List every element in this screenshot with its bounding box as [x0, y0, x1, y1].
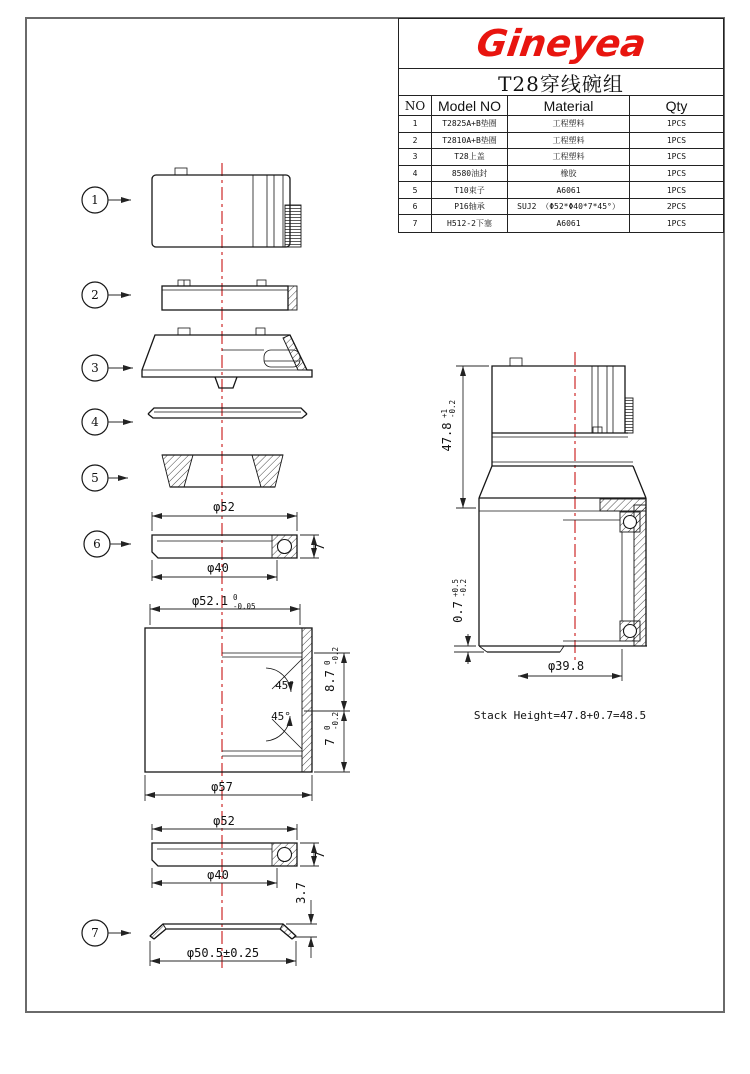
svg-text:5: 5: [91, 471, 99, 485]
cell-model: 8580油封: [432, 166, 508, 183]
svg-text:+0.5: +0.5: [451, 578, 460, 597]
balloon-3: [82, 355, 133, 381]
svg-text:3: 3: [91, 361, 99, 375]
dim-race-height: 3.7: [294, 882, 308, 904]
cell-material: A6061: [508, 182, 630, 199]
product-title: T28穿线碗组: [399, 69, 723, 96]
cell-material: 工程塑料: [508, 116, 630, 133]
part-3-drawing: [142, 328, 312, 388]
cell-model: T2825A+B垫圈: [432, 116, 508, 133]
dim-bearing2-width: 7: [313, 851, 327, 859]
brand-logo-text: Gineyea: [473, 22, 649, 65]
svg-text:1: 1: [91, 193, 99, 207]
svg-text:6: 6: [93, 537, 101, 551]
cell-no: 7: [399, 215, 432, 232]
col-header-material: Material: [508, 96, 630, 116]
svg-text:47.8: 47.8: [440, 422, 454, 452]
svg-text:7: 7: [323, 738, 337, 746]
dim-cup-bore-hi: 0: [233, 593, 238, 602]
cell-qty: 1PCS: [630, 133, 723, 150]
cell-material: A6061: [508, 215, 630, 232]
col-header-qty: Qty: [630, 96, 723, 116]
cell-no: 4: [399, 166, 432, 183]
balloon-5: [82, 465, 128, 491]
cell-material: 工程塑料: [508, 149, 630, 166]
part-6-drawing: [152, 500, 327, 581]
cell-qty: 1PCS: [630, 116, 723, 133]
balloon-4: [82, 409, 133, 435]
cell-no: 2: [399, 133, 432, 150]
part-4-drawing: [148, 408, 307, 418]
cell-qty: 1PCS: [630, 149, 723, 166]
dim-cup-bore-lo: -0.05: [233, 602, 256, 611]
dim-chamfer-lower: 45°: [271, 710, 291, 723]
svg-text:-0.2: -0.2: [459, 578, 468, 597]
part-1-drawing: [152, 168, 301, 247]
cell-material: 橡胶: [508, 166, 630, 183]
cell-material: SUJ2 （Φ52*Φ40*7*45°）: [508, 199, 630, 216]
svg-text:8.7: 8.7: [323, 670, 337, 692]
svg-text:0: 0: [323, 725, 332, 730]
col-header-model: Model NO: [432, 96, 508, 116]
cell-qty: 2PCS: [630, 199, 723, 216]
cell-model: T2810A+B垫圈: [432, 133, 508, 150]
dim-cup-od: φ57: [211, 780, 233, 794]
bearing-lower-drawing: [152, 814, 327, 888]
cell-material: 工程塑料: [508, 133, 630, 150]
part-2-drawing: [162, 280, 297, 310]
svg-text:0: 0: [323, 660, 332, 665]
cell-no: 1: [399, 116, 432, 133]
cup-section-drawing: [145, 593, 350, 801]
stack-height-note: Stack Height=47.8+0.7=48.5: [473, 709, 647, 722]
cell-no: 5: [399, 182, 432, 199]
svg-text:-0.2: -0.2: [448, 399, 457, 418]
cell-qty: 1PCS: [630, 166, 723, 183]
svg-text:2: 2: [91, 288, 99, 302]
dim-bearing-od: φ52: [213, 500, 235, 514]
cell-model: P16轴承: [432, 199, 508, 216]
dim-bearing-width: 7: [313, 543, 327, 551]
dim-bearing2-id: φ40: [207, 868, 229, 882]
balloon-1: [82, 187, 131, 213]
assembly-drawing: [440, 358, 647, 722]
dim-seat-lower: [323, 712, 340, 746]
dim-bearing2-od: φ52: [213, 814, 235, 828]
balloon-2: [82, 282, 131, 308]
cell-no: 3: [399, 149, 432, 166]
svg-text:-0.2: -0.2: [331, 711, 340, 730]
cell-qty: 1PCS: [666, 219, 687, 229]
cell-qty: 1PCS: [630, 182, 723, 199]
cell-model: T10束子: [432, 182, 508, 199]
brand-logo: [399, 19, 723, 69]
dim-assembly-lip: [451, 579, 468, 623]
svg-text:+1: +1: [440, 408, 449, 418]
cell-no: 6: [399, 199, 432, 216]
dim-assembly-height: [440, 400, 457, 452]
dim-assembly-bore: φ39.8: [547, 659, 585, 673]
svg-text:7: 7: [91, 926, 99, 940]
dim-cup-bore: φ52.1: [191, 594, 229, 608]
cell-model: T28上盖: [432, 149, 508, 166]
dim-chamfer-upper: 45°: [275, 679, 295, 692]
balloon-7: [82, 920, 131, 946]
dim-race-od: φ50.5±0.25: [186, 946, 260, 960]
dim-seat-upper: [323, 647, 340, 692]
bom-table: [399, 96, 723, 232]
svg-text:4: 4: [91, 415, 99, 429]
dim-bearing-id: φ40: [207, 561, 229, 575]
col-header-no: NO: [399, 96, 432, 116]
svg-text:0.7: 0.7: [451, 601, 465, 623]
balloon-6: [84, 531, 131, 557]
part-7-drawing: [150, 882, 317, 966]
svg-text:-0.2: -0.2: [331, 646, 340, 665]
cell-model: H512-2下塞: [432, 215, 508, 232]
title-block: [398, 18, 724, 233]
